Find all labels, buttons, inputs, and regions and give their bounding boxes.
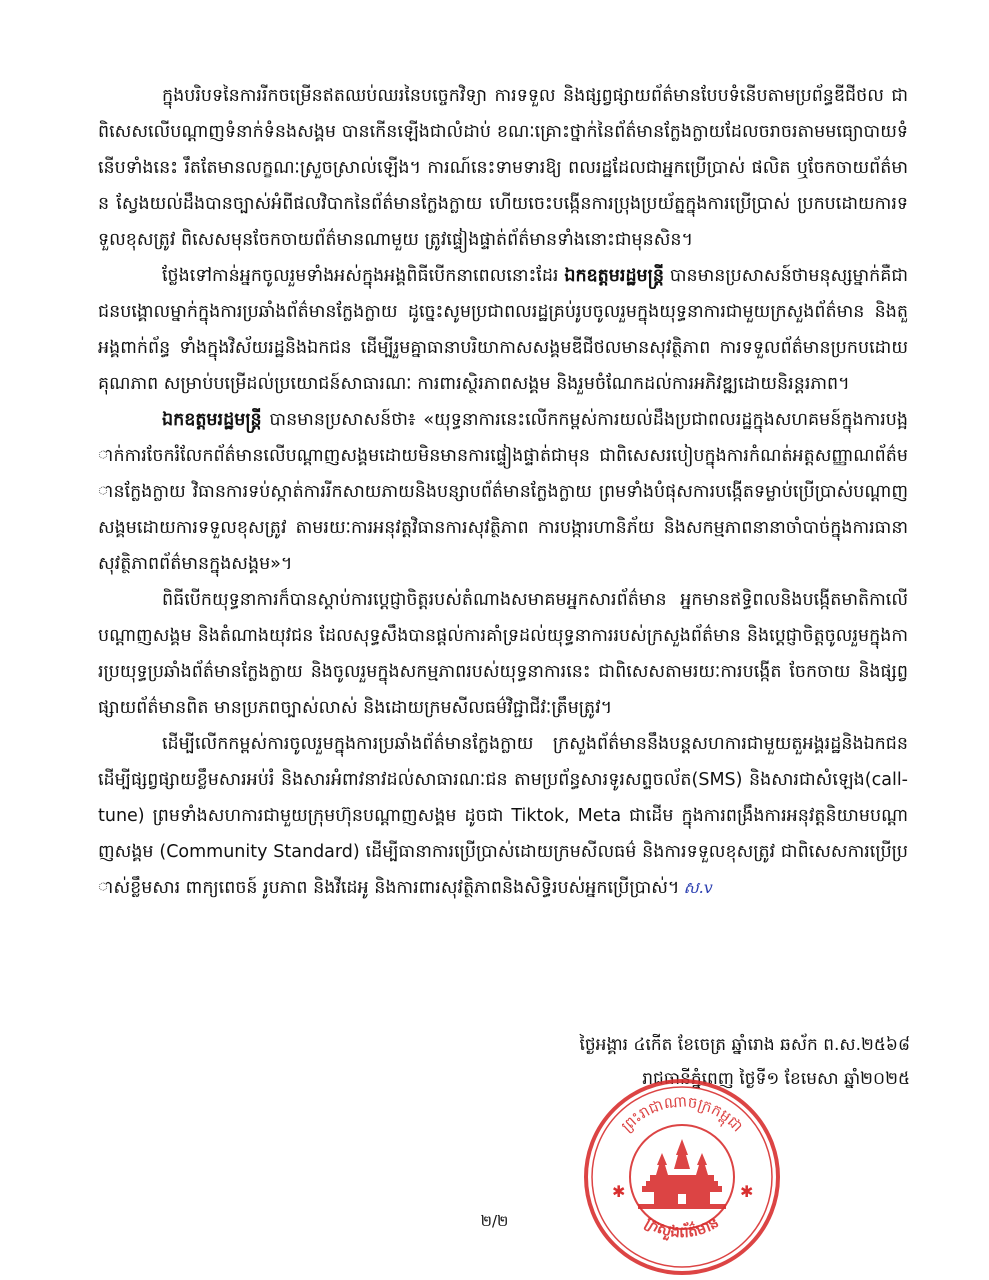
paragraph-4: ពិធីបើកយុទ្ធនាការក៏បានស្តាប់ការប្តេជ្ញាចិត្តរបស់តំណាងសមាគមអ្នកសារព័ត៌មាន អ្នកមានឥទ្ធិពលនិងបង្កើតមាតិកាលើបណ្តាញសង្គម និងតំណាងយុវជន ដែលសុទ្ធសឹងបានផ្តល់ការគាំទ្រដល់យុទ្ធនាការរបស់ក្រសួងព័ត៌មាន និងប្តេជ្ញាចិត្តចូលរួមក្នុងការប្រយុទ្ធប្រឆាំងព័ត៌មានក្លែងក្លាយ និងចូលរួមក្នុងសកម្មភាពរបស់យុទ្ធនាការនេះ ជាពិសេសតាមរយៈការបង្កើត ចែកចាយ និងផ្សព្វផ្សាយព័ត៌មានពិត មានប្រភពច្បាស់លាស់ និងដោយក្រមសីលធម៌វិជ្ជាជីវៈត្រឹមត្រូវ។ [98,590,908,718]
minister-title: ឯកឧត្តមរដ្ឋមន្ត្រី [564,266,664,286]
angkor-temple-icon [638,1139,726,1209]
document-body [98,78,908,906]
seal-star-icon: ✱ [612,1182,626,1201]
paragraph-5-text: ដើម្បីលើកកម្ពស់ការចូលរួមក្នុងការប្រឆាំងព័ត៌មានក្លែងក្លាយ ក្រសួងព័ត៌មាននឹងបន្តសហការជាមួយតួអង្គរដ្ឋនិងឯកជន ដើម្បីផ្សព្វផ្សាយខ្លឹមសារអប់រំ និងសារអំពាវនាវដល់សាធារណៈជន តាមប្រព័ន្ធសារទូរសព្ទចល័ត(SMS) និងសារជាសំឡេង(call-tune) ព្រមទាំងសហការជាមួយក្រុមហ៊ុនបណ្តាញសង្គម ដូចជា Tiktok, Meta ជាដើម ក្នុងការពង្រឹងការអនុវត្តនិយាមបណ្តាញសង្គម (Community Standard) ដើម្បីធានាការប្រើប្រាស់ដោយក្រមសីលធម៌ និងការទទួលខុសត្រូវ ជាពិសេសការប្រើប្រាស់ខ្លឹមសារ ពាក្យពេចន៍ រូបភាព និងវីដេអូ និងការពារសុវត្ថិភាពនិងសិទ្ធិរបស់អ្នកប្រើប្រាស់។ [98,734,908,898]
handwritten-initials: ស.v [683,878,713,897]
paragraph-5 [98,726,908,906]
ministry-seal-stamp [582,1077,782,1277]
minister-title: ឯកឧត្តមរដ្ឋមន្ត្រី [162,410,262,430]
page-number: ២/២ [480,1212,509,1230]
paragraph-2 [98,258,908,402]
paragraph-3-rest: បានមានប្រសាសន៍ថា៖ «យុទ្ធនាការនេះលើកកម្ពស់ការយល់ដឹងប្រជាពលរដ្ឋក្នុងសហគមន៍ក្នុងការបង្អាក់ការចែករំលែកព័ត៌មានលើបណ្តាញសង្គមដោយមិនមានការផ្ទៀងផ្ទាត់ជាមុន ជាពិសេសរបៀបក្នុងការកំណត់អត្តសញ្ញាណព័ត៌មានក្លែងក្លាយ វិធានការទប់ស្កាត់ការរីកសាយភាយនិងបន្សាបព័ត៌មានក្លែងក្លាយ ព្រមទាំងបំផុសការបង្កើតទម្លាប់ប្រើប្រាស់បណ្តាញសង្គមដោយការទទួលខុសត្រូវ តាមរយៈការអនុវត្តវិធានការសុវត្ថិភាព ការបង្ការហានិភ័យ និងសកម្មភាពនានាចាំបាច់ក្នុងការធានាសុវត្ថិភាពព័ត៌មានក្នុងសង្គម»។ [98,410,908,574]
paragraph-2-rest: បានមានប្រសាសន៍ថាមនុស្សម្នាក់គឺជាជនបង្គោលម្នាក់ក្នុងការប្រឆាំងព័ត៌មានក្លែងក្លាយ ដូច្នេះសូមប្រជាពលរដ្ឋគ្រប់រូបចូលរួមក្នុងយុទ្ធនាការជាមួយក្រសួងព័ត៌មាន និងតួអង្គពាក់ព័ន្ធ ទាំងក្នុងវិស័យរដ្ឋនិងឯកជន ដើម្បីរួមគ្នាធានាបរិយាកាសសង្គមឌីជីថលមានសុវត្ថិភាព ការទទួលព័ត៌មានប្រកបដោយគុណភាព សម្រាប់បម្រើដល់ប្រយោជន៍សាធារណៈ ការពារស្ថិរភាពសង្គម និងរួមចំណែកដល់ការអភិវឌ្ឍដោយនិរន្តរភាព។ [98,266,908,394]
paragraph-2-lead: ថ្លែងទៅកាន់អ្នកចូលរួមទាំងអស់ក្នុងអង្គពិធីបើកនាពេលនោះដែរ [162,266,565,286]
seal-star-icon: ✱ [740,1182,754,1201]
paragraph-1: ក្នុងបរិបទនៃការរីកចម្រើនឥតឈប់ឈរនៃបច្ចេកវិទ្យា ការទទួល និងផ្សព្វផ្សាយព័ត៌មានបែបទំនើបតាមប្រព័ន្ធឌីជីថល ជាពិសេសលើបណ្តាញទំនាក់ទំនងសង្គម បានកើនឡើងជាលំដាប់ ខណៈគ្រោះថ្នាក់នៃព័ត៌មានក្លែងក្លាយដែលចរាចរតាមមធ្យោបាយទំនើបទាំងនេះ រឹតតែមានលក្ខណៈស្រួចស្រាល់ឡើង។ ការណ៍នេះទាមទារឱ្យ ពលរដ្ឋដែលជាអ្នកប្រើប្រាស់ ផលិត ឬចែកចាយព័ត៌មាន ស្វែងយល់ដឹងបានច្បាស់អំពីផលវិបាកនៃព័ត៌មានក្លែងក្លាយ ហើយចេះបង្កើនការប្រុងប្រយ័ត្នក្នុងការប្រើប្រាស់ ប្រកបដោយការទទួលខុសត្រូវ ពិសេសមុនចែកចាយព័ត៌មានណាមួយ ត្រូវផ្ទៀងផ្ទាត់ព័ត៌មានទាំងនោះជាមុនសិន។ [98,86,908,250]
solar-date: រាជធានីភ្នំពេញ ថ្ងៃទី១ ខែមេសា ឆ្នាំ២០២៥ [642,1069,910,1089]
paragraph-3 [98,402,908,582]
lunar-date: ថ្ងៃអង្គារ ៤កើត ខែចេត្រ ឆ្នាំរោង ឆស័ក ព.ស.២៥៦៨ [579,1035,910,1055]
seal-text-top: ព្រះរាជាណាចក្រកម្ពុជា [617,1092,747,1136]
seal-text-bottom: ក្រសួងព័ត៌មាន [642,1212,722,1242]
